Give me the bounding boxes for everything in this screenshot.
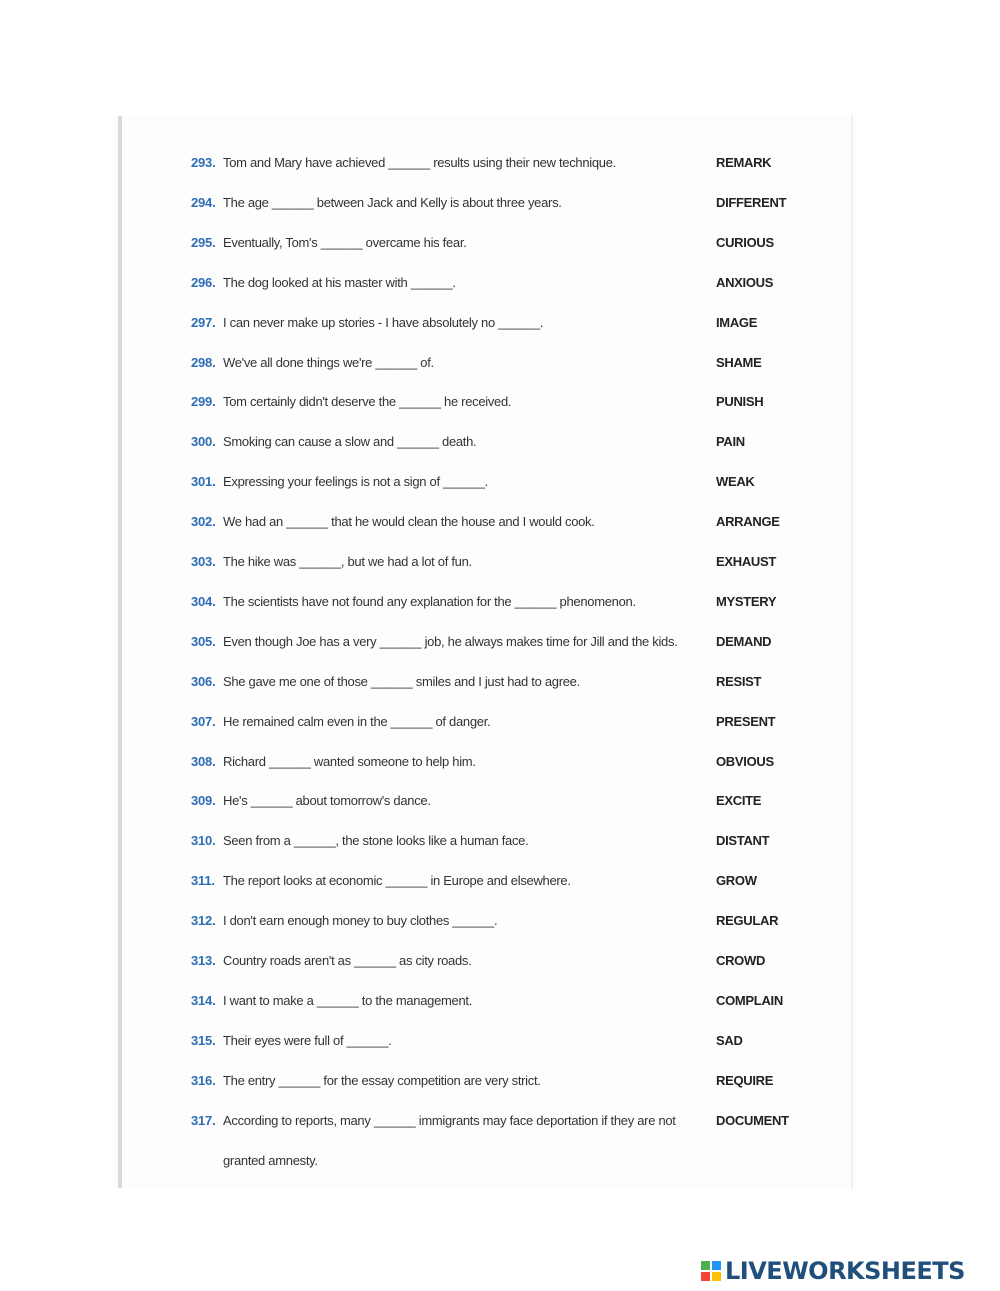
item-sentence: I can never make up stories - I have absolutely no ______.	[223, 314, 544, 330]
exercise-item	[0, 353, 1000, 393]
exercise-item	[0, 712, 1000, 752]
item-sentence: Richard ______ wanted someone to help him.	[223, 753, 476, 769]
item-sentence: The entry ______ for the essay competition are very strict.	[223, 1072, 541, 1088]
item-number: 317.	[191, 1112, 216, 1128]
item-base-word: REMARK	[716, 155, 772, 170]
item-base-word: EXHAUST	[716, 554, 777, 569]
item-number: 312.	[191, 913, 216, 929]
item-number: 314.	[191, 992, 216, 1008]
brand-name: LIVEWORKSHEETS	[725, 1257, 965, 1285]
item-sentence: The report looks at economic ______ in Europe and elsewhere.	[223, 873, 571, 889]
item-base-word: OBVIOUS	[716, 753, 774, 769]
item-number: 313.	[191, 953, 216, 968]
exercise-item	[0, 991, 1000, 1031]
item-sentence: We've all done things we're ______ of.	[223, 354, 434, 370]
item-sentence: The hike was ______, but we had a lot of fun.	[223, 554, 472, 569]
item-number: 295.	[191, 234, 216, 250]
exercise-item	[0, 193, 1000, 233]
item-number: 293.	[191, 155, 216, 170]
exercise-item	[0, 1111, 1000, 1168]
item-base-word: REQUIRE	[716, 1072, 774, 1088]
exercise-item	[0, 1071, 1000, 1111]
item-number: 296.	[191, 274, 216, 290]
item-base-word: PRESENT	[716, 713, 776, 729]
item-base-word: DIFFERENT	[716, 194, 787, 210]
exercise-item	[0, 392, 1000, 432]
item-number: 311.	[191, 873, 215, 889]
exercise-item	[0, 791, 1000, 831]
exercise-item	[0, 672, 1000, 712]
exercise-item	[0, 632, 1000, 672]
item-number: 303.	[191, 554, 216, 569]
item-sentence: Smoking can cause a slow and ______ death.	[223, 434, 477, 450]
item-number: 304.	[191, 593, 216, 609]
item-base-word: CROWD	[716, 953, 766, 968]
item-base-word: SHAME	[716, 354, 762, 370]
item-base-word: ARRANGE	[716, 514, 780, 530]
item-number: 305.	[191, 633, 216, 649]
exercise-item	[0, 911, 1000, 951]
exercise-item	[0, 512, 1000, 552]
item-sentence: Even though Joe has a very ______ job, he always makes time for Jill and the kids.	[223, 633, 678, 649]
item-sentence: The age ______ between Jack and Kelly is about three years.	[223, 194, 562, 210]
item-number: 300.	[191, 434, 216, 450]
item-number: 302.	[191, 514, 216, 530]
liveworksheets-logo-icon	[700, 1260, 722, 1282]
item-sentence: Their eyes were full of ______.	[223, 1032, 392, 1048]
item-number: 310.	[191, 833, 216, 849]
item-number: 306.	[191, 673, 216, 689]
exercise-item	[0, 153, 1000, 193]
item-base-word: ANXIOUS	[716, 274, 774, 290]
item-base-word: EXCITE	[716, 793, 762, 809]
item-sentence: Tom and Mary have achieved ______ results using their new technique.	[223, 155, 616, 170]
item-base-word: PUNISH	[716, 394, 764, 410]
item-sentence: She gave me one of those ______ smiles and I just had to agree.	[223, 673, 580, 689]
item-sentence: He's ______ about tomorrow's dance.	[223, 793, 431, 809]
item-base-word: SAD	[716, 1032, 743, 1048]
item-number: 297.	[191, 314, 216, 330]
exercise-item	[0, 1031, 1000, 1071]
item-sentence: According to reports, many ______ immigrants may face deportation if they are not	[223, 1112, 676, 1128]
item-sentence: The dog looked at his master with ______.	[223, 274, 456, 290]
item-number: 315.	[191, 1032, 216, 1048]
item-base-word: CURIOUS	[716, 234, 774, 250]
item-number: 299.	[191, 394, 216, 410]
item-sentence: I want to make a ______ to the management.	[223, 992, 473, 1008]
item-number: 316.	[191, 1072, 216, 1088]
item-base-word: GROW	[716, 873, 757, 889]
exercise-item	[0, 871, 1000, 911]
item-sentence: Tom certainly didn't deserve the ______ he received.	[223, 394, 512, 410]
item-base-word: DOCUMENT	[716, 1112, 789, 1128]
exercise-item	[0, 313, 1000, 353]
brand-logo	[700, 1256, 965, 1286]
item-base-word: WEAK	[716, 474, 755, 490]
item-base-word: MYSTERY	[716, 593, 777, 609]
exercise-item	[0, 233, 1000, 273]
item-number: 298.	[191, 354, 216, 370]
item-base-word: DEMAND	[716, 633, 772, 649]
item-sentence: Seen from a ______, the stone looks like a human face.	[223, 833, 529, 849]
exercise-item	[0, 951, 1000, 991]
item-base-word: IMAGE	[716, 314, 758, 330]
item-base-word: RESIST	[716, 673, 762, 689]
item-number: 294.	[191, 194, 216, 210]
exercise-item	[0, 273, 1000, 313]
item-sentence: He remained calm even in the ______ of danger.	[223, 713, 491, 729]
exercise-item	[0, 831, 1000, 871]
item-number: 307.	[191, 713, 216, 729]
item-sentence: We had an ______ that he would clean the house and I would cook.	[223, 514, 595, 530]
exercise-item	[0, 432, 1000, 472]
item-sentence: Eventually, Tom's ______ overcame his fear.	[223, 234, 467, 250]
item-sentence-continuation: granted amnesty.	[223, 1152, 318, 1168]
item-base-word: PAIN	[716, 434, 745, 450]
item-base-word: COMPLAIN	[716, 992, 783, 1008]
item-sentence: Country roads aren't as ______ as city roads.	[223, 953, 472, 968]
exercise-item	[0, 552, 1000, 592]
exercise-item	[0, 472, 1000, 512]
exercise-item	[0, 752, 1000, 792]
item-sentence: I don't earn enough money to buy clothes ______.	[223, 913, 498, 929]
exercise-item	[0, 592, 1000, 632]
item-sentence: Expressing your feelings is not a sign of ______.	[223, 474, 488, 490]
item-number: 309.	[191, 793, 216, 809]
item-number: 308.	[191, 753, 216, 769]
item-base-word: DISTANT	[716, 833, 770, 849]
item-base-word: REGULAR	[716, 913, 779, 929]
item-number: 301.	[191, 474, 216, 490]
item-sentence: The scientists have not found any explanation for the ______ phenomenon.	[223, 593, 636, 609]
